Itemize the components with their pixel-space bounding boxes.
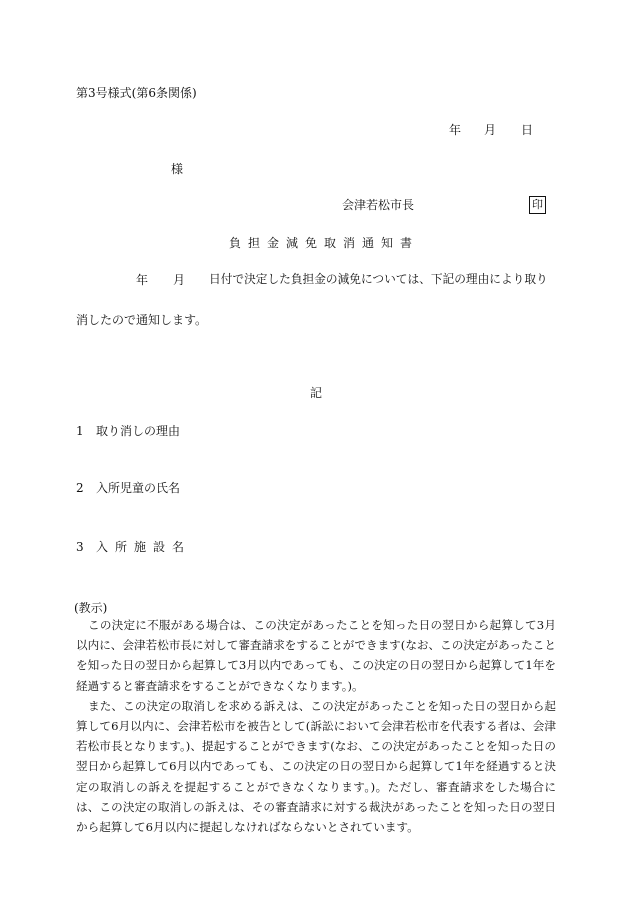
- item-number-3: 3: [76, 540, 84, 554]
- date-month-label: 月: [484, 123, 497, 137]
- instruction-paragraph-1: この決定に不服がある場合は、この決定があったことを知った日の翌日から起算して3月以内に、会津若松市長に対して審査請求をすることができます(なお、この決定があったことを知った日の翌日から起算して3月以内であっても、この決定の日の翌日から起算して1年を経過すると審査請求をすることができなくなります。)。: [76, 618, 556, 693]
- form-number: 第3号様式(第6条関係): [76, 86, 197, 100]
- instruction-paragraphs: [76, 615, 556, 837]
- instruction-heading: (教示): [74, 601, 108, 615]
- item-label-3: 入所施設名: [96, 540, 192, 554]
- body-month-label: 月: [173, 273, 186, 287]
- item-label-2: 入所児童の氏名: [96, 481, 181, 495]
- sender-name: 会津若松市長: [342, 198, 415, 212]
- item-label-1: 取り消しの理由: [96, 424, 181, 438]
- document-title: 負担金減免取消通知書: [229, 236, 420, 250]
- seal-mark: 印: [529, 196, 546, 214]
- ki-heading: 記: [310, 386, 323, 400]
- item-number-2: 2: [76, 481, 84, 495]
- item-number-1: 1: [76, 424, 84, 438]
- body-year-label: 年: [136, 273, 149, 287]
- addressee-suffix: 様: [171, 162, 184, 176]
- body-line-2: 消したので通知します。: [76, 313, 208, 327]
- date-year-label: 年: [449, 123, 462, 137]
- instruction-paragraph-2: また、この決定の取消しを求める訴えは、この決定があったことを知った日の翌日から起算して6月以内に、会津若松市を被告として(訴訟において会津若松市を代表する者は、会津若松市長となります。)、提起することができます(なお、この決定があったことを知った日の翌日から起算して6月以内であっても、この決定の日の翌日から起算して1年を経過すると決定の取消しの訴えを提起することができなくなります。)。ただし、審査請求をした場合には、この決定の取消しの訴えは、その審査請求に対する裁決があったことを知った日の翌日から起算して6月以内に提起しなければならないとされています。: [76, 698, 556, 835]
- body-line-1: 日付で決定した負担金の減免については、下記の理由により取り: [209, 272, 548, 286]
- date-day-label: 日: [521, 123, 534, 137]
